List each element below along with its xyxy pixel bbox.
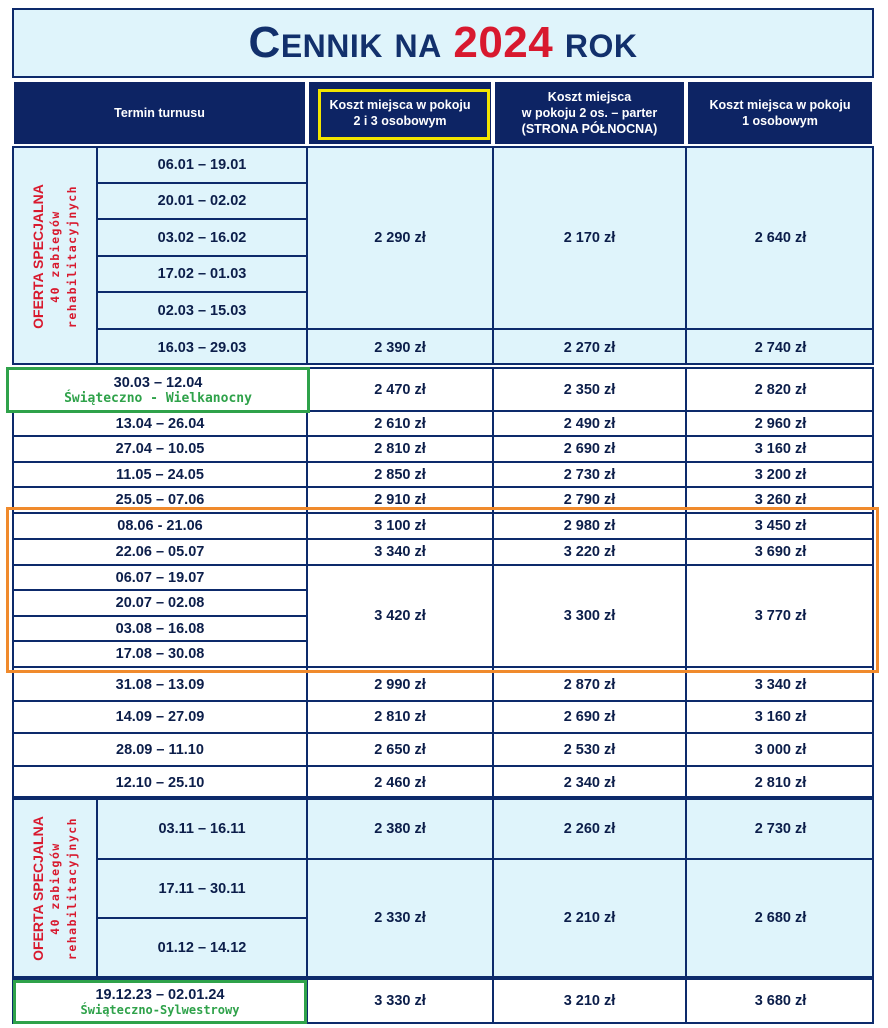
special-offer-line1: 40 zabiegów (47, 841, 62, 935)
price-single-room: 3 200 zł (754, 466, 807, 483)
header-single-room (686, 80, 874, 146)
price-double-room: 2 650 zł (374, 741, 426, 758)
date-cell: 01.12 – 14.12 (157, 939, 247, 956)
special-offer-title: OFERTA SPECJALNA (29, 183, 46, 329)
title-word-rok: ROK (564, 28, 638, 64)
price-ground-floor: 2 350 zł (563, 381, 616, 398)
price-double-room: 2 910 zł (374, 492, 426, 508)
header-double-room-label: Koszt miejsca w pokoju 2 i 3 osobowym (329, 98, 471, 128)
header-term-label: Termin turnusu (114, 106, 205, 120)
header-term (12, 80, 307, 146)
price-double-room: 2 390 zł (374, 339, 426, 356)
price-single-room: 3 160 zł (754, 709, 807, 725)
price-ground-floor: 2 270 zł (563, 339, 616, 356)
price-double-room: 3 330 zł (374, 993, 426, 1009)
date-cell: 02.03 – 15.03 (157, 302, 247, 319)
price-double-room: 3 100 zł (374, 518, 426, 534)
price-single-room: 3 160 zł (754, 441, 807, 457)
date-cell: 03.08 – 16.08 (115, 620, 205, 637)
price-single-room: 2 730 zł (754, 821, 807, 837)
new-year-label: Świąteczno-Sylwestrowy (80, 1003, 240, 1017)
price-double-room: 3 340 zł (374, 544, 426, 560)
price-single-room: 3 680 zł (754, 993, 807, 1009)
price-ground-floor: 2 980 zł (563, 518, 616, 534)
price-double-room: 2 470 zł (374, 381, 426, 398)
date-cell: 25.05 – 07.06 (115, 492, 205, 508)
special-offer-title: OFERTA SPECJALNA (29, 815, 46, 961)
page-title (249, 18, 638, 68)
date-cell: 03.02 – 16.02 (157, 229, 247, 246)
price-ground-floor: 2 870 zł (563, 677, 616, 693)
date-cell: 20.01 – 02.02 (157, 193, 247, 209)
new-year-dates: 19.12.23 – 02.01.24 (95, 987, 225, 1003)
title-year: 2024 (453, 18, 554, 67)
price-ground-floor: 2 690 zł (563, 709, 616, 725)
date-cell: 22.06 – 05.07 (115, 544, 205, 560)
date-cell: 14.09 – 27.09 (115, 709, 205, 725)
price-single-room: 3 450 zł (754, 518, 807, 534)
summer-highlight-frame (6, 507, 879, 673)
date-cell: 17.02 – 01.03 (157, 266, 247, 282)
price-double-room: 2 380 zł (374, 821, 426, 837)
easter-term-box (6, 367, 310, 413)
price-double-room: 2 610 zł (374, 415, 426, 432)
price-double-room: 2 810 zł (374, 441, 426, 457)
title-word-cennik: ENNIK (280, 28, 383, 64)
price-single-room: 2 810 zł (754, 774, 807, 791)
date-cell: 31.08 – 13.09 (115, 677, 205, 693)
date-cell: 27.04 – 10.05 (115, 441, 205, 457)
price-double-room: 2 990 zł (374, 677, 426, 693)
special-offer-label-1 (14, 148, 96, 364)
title-word-na: NA (394, 28, 442, 64)
new-year-term-box (13, 980, 307, 1024)
date-cell: 16.03 – 29.03 (157, 339, 247, 356)
date-cell: 12.10 – 25.10 (115, 774, 205, 791)
price-ground-floor: 2 210 zł (563, 910, 616, 926)
price-double-room: 2 330 zł (374, 910, 426, 926)
price-single-room: 3 260 zł (754, 492, 807, 508)
price-ground-floor: 2 170 zł (563, 230, 616, 246)
price-double-room: 2 460 zł (374, 774, 426, 791)
price-double-room: 2 810 zł (374, 709, 426, 725)
price-ground-floor: 2 490 zł (563, 415, 616, 432)
price-single-room: 3 690 zł (754, 544, 807, 560)
title-initial: C (248, 18, 281, 67)
price-ground-floor: 2 530 zł (563, 741, 616, 758)
price-ground-floor: 3 220 zł (563, 544, 616, 560)
special-offer-label-2 (14, 800, 96, 976)
price-single-room: 3 000 zł (754, 741, 807, 758)
price-ground-floor: 3 300 zł (563, 608, 616, 624)
price-ground-floor: 2 730 zł (563, 466, 616, 483)
special-offer-line1: 40 zabiegów (47, 209, 62, 303)
price-ground-floor: 2 340 zł (563, 774, 616, 791)
easter-dates: 30.03 – 12.04 (113, 374, 203, 391)
price-ground-floor: 2 690 zł (563, 441, 616, 457)
price-ground-floor: 3 210 zł (563, 993, 616, 1009)
date-cell: 06.01 – 19.01 (157, 157, 247, 173)
date-cell: 17.11 – 30.11 (158, 880, 246, 897)
price-single-room: 2 680 zł (754, 910, 807, 926)
price-ground-floor: 2 790 zł (563, 492, 616, 508)
date-cell: 11.05 – 24.05 (116, 466, 204, 483)
date-cell: 06.07 – 19.07 (115, 569, 205, 586)
price-ground-floor: 2 260 zł (563, 821, 616, 837)
price-single-room: 3 340 zł (754, 677, 807, 693)
date-cell: 28.09 – 11.10 (116, 741, 204, 758)
date-cell: 13.04 – 26.04 (115, 415, 205, 432)
price-double-room: 3 420 zł (374, 608, 426, 624)
highlight-frame-yellow (318, 89, 490, 140)
price-single-room: 2 740 zł (754, 339, 807, 356)
date-cell: 17.08 – 30.08 (115, 646, 205, 662)
date-cell: 20.07 – 02.08 (115, 595, 205, 611)
header-ground-floor (493, 80, 686, 146)
price-double-room: 2 290 zł (374, 230, 426, 246)
price-double-room: 2 850 zł (374, 466, 426, 483)
date-cell: 08.06 - 21.06 (117, 518, 203, 534)
price-single-room: 2 640 zł (754, 230, 807, 246)
special-offer-line2: rehabilitacyjnych (64, 816, 79, 960)
title-banner (12, 8, 874, 78)
header-ground-floor-label: Koszt miejsca w pokoju 2 os. – parter (STRONA PÓŁNOCNA) (521, 90, 658, 136)
header-single-room-label: Koszt miejsca w pokoju 1 osobowym (709, 98, 851, 128)
price-single-room: 2 820 zł (754, 381, 807, 398)
easter-label: Świąteczno - Wielkanocny (64, 390, 252, 406)
price-single-room: 2 960 zł (754, 415, 807, 432)
price-single-room: 3 770 zł (754, 608, 807, 624)
date-cell: 03.11 – 16.11 (158, 821, 246, 837)
special-offer-line2: rehabilitacyjnych (64, 184, 79, 328)
